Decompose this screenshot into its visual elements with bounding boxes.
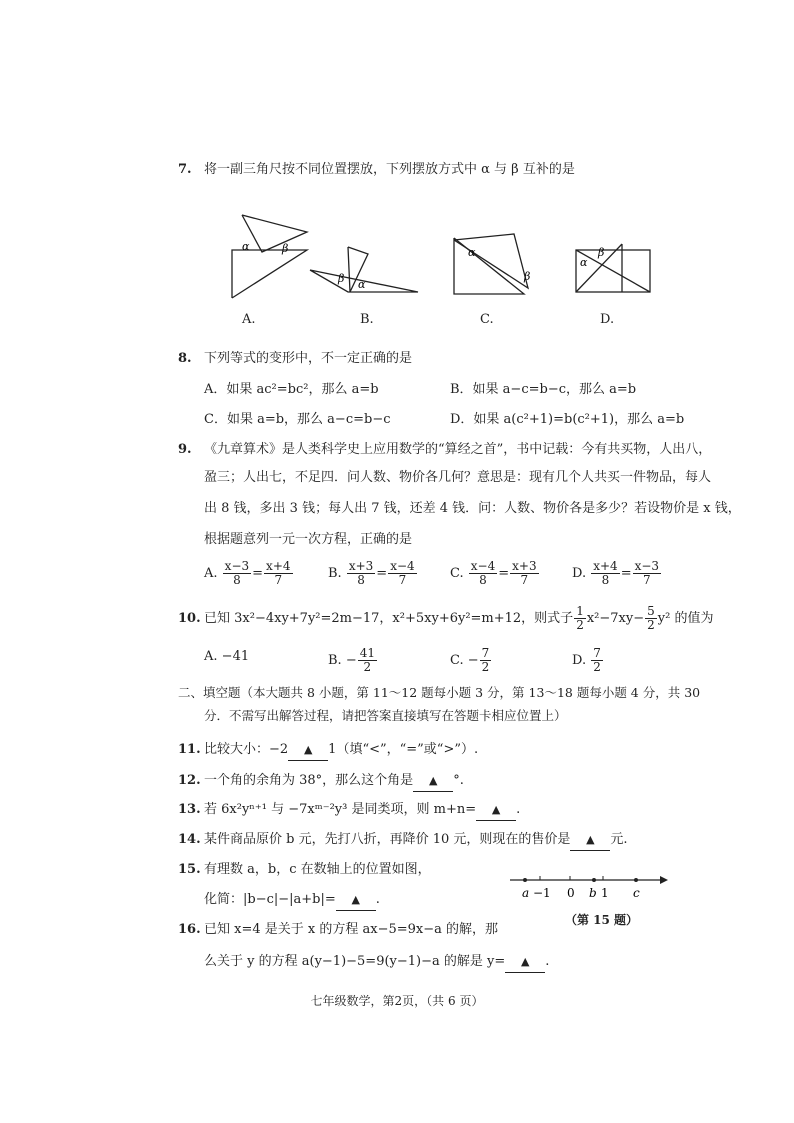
option-letter: A. bbox=[204, 649, 218, 664]
option-letter: C. bbox=[450, 653, 464, 668]
answer-blank[interactable]: ▲ bbox=[570, 830, 610, 851]
question-number: 14. bbox=[178, 832, 201, 847]
number-line bbox=[508, 870, 670, 904]
question-14 bbox=[178, 830, 678, 851]
question-number: 8. bbox=[178, 351, 192, 366]
option-letter: B. bbox=[328, 653, 342, 668]
denominator: 8 bbox=[479, 573, 487, 587]
numerator: x+4 bbox=[593, 559, 618, 573]
denominator: 2 bbox=[647, 618, 655, 632]
figure-c-label: C. bbox=[480, 312, 494, 327]
option-d: D. $\frac{x+4}{8}$ = $\frac{x-3}{7}$ bbox=[572, 559, 660, 587]
fraction bbox=[633, 560, 661, 587]
denominator: 2 bbox=[481, 660, 490, 674]
section-heading: 二、填空题（本大题共 8 小题，第 11～12 题每小题 3 分，第 13～18 题每小题 4 分，共 30 bbox=[178, 685, 701, 700]
question-text: y² 的值为 bbox=[657, 611, 714, 626]
question-13 bbox=[178, 800, 678, 821]
option-letter: B. bbox=[328, 566, 342, 581]
figure-b-label: B. bbox=[360, 312, 374, 327]
numerator: 5 bbox=[647, 604, 655, 618]
denominator: 7 bbox=[398, 573, 407, 587]
beta-label: β bbox=[598, 246, 605, 259]
question-text: . bbox=[545, 954, 550, 969]
fraction bbox=[388, 560, 416, 587]
option-b: B. $\frac{x+3}{8}$ = $\frac{x-4}{7}$ bbox=[328, 559, 415, 587]
question-12 bbox=[178, 771, 678, 792]
option-a: A. $\frac{x-3}{8}$ = $\frac{x+4}{7}$ bbox=[204, 559, 291, 587]
denominator: 2 bbox=[593, 660, 601, 674]
question-text-line: 出 8 钱，多出 3 钱；每人出 7 钱，还差 4 钱．问：人数、物价各是多少？若设物价是 x 钱， bbox=[204, 501, 741, 516]
question-text: 若 6x²yⁿ⁺¹ 与 −7xᵐ⁻²y³ 是同类项，则 m+n= bbox=[204, 802, 477, 817]
question-number: 16. bbox=[178, 922, 201, 937]
figure-b bbox=[308, 242, 426, 298]
axis-label-c: c bbox=[633, 886, 640, 900]
option-c bbox=[450, 647, 492, 674]
question-text: . bbox=[516, 802, 521, 817]
question-text-line: 根据题意列一元一次方程，正确的是 bbox=[204, 532, 413, 547]
option-letter: D. bbox=[572, 566, 587, 581]
question-text: 已知 3x²−4xy+7y²=2m−17，x²+5xy+6y²=m+12，则式子 bbox=[204, 611, 574, 626]
axis-label-neg1: −1 bbox=[533, 886, 551, 900]
fraction bbox=[469, 560, 497, 587]
fraction bbox=[591, 647, 603, 674]
fraction bbox=[358, 647, 377, 674]
question-16 bbox=[178, 920, 678, 940]
option-c: C. $\frac{x-4}{8}$ = $\frac{x+3}{7}$ bbox=[450, 559, 537, 587]
section-heading-line2: 分．不需写出解答过程，请把答案直接填写在答题卡相应位置上） bbox=[204, 708, 567, 723]
question-number: 10. bbox=[178, 611, 201, 626]
question-text-line: 《九章算术》是人类科学史上应用数学的“算经之首”，书中记载：今有共买物，人出八， bbox=[204, 442, 712, 457]
option-b: B．如果 a−c=b−c，那么 a=b bbox=[450, 382, 637, 397]
page-footer: 七年级数学，第2页，（共 6 页） bbox=[310, 994, 484, 1008]
question-10 bbox=[178, 604, 714, 632]
denominator: 7 bbox=[520, 573, 529, 587]
question-number: 13. bbox=[178, 802, 201, 817]
denominator: 8 bbox=[601, 573, 610, 587]
denominator: 7 bbox=[643, 573, 651, 587]
axis-label-1: 1 bbox=[601, 886, 609, 900]
beta-label: β bbox=[524, 270, 531, 283]
question-text-line: 盈三；人出七，不足四．问人数、物价各几何？意思是：现有几个人共买一件物品，每人 bbox=[204, 470, 712, 485]
question-text: °. bbox=[453, 773, 464, 788]
question-number: 9. bbox=[178, 442, 192, 457]
option-sign: − bbox=[345, 653, 357, 668]
question-text: 1（填“<”，“=”或“>”）. bbox=[328, 742, 479, 757]
question-text: 下列等式的变形中，不一定正确的是 bbox=[204, 351, 413, 366]
numerator: 7 bbox=[481, 646, 490, 660]
question-9 bbox=[178, 440, 712, 460]
fraction bbox=[347, 560, 375, 587]
question-text: 一个角的余角为 38°，那么这个角是 bbox=[204, 773, 414, 788]
alpha-label: α bbox=[580, 256, 588, 269]
figure-d bbox=[572, 240, 654, 296]
answer-blank[interactable]: ▲ bbox=[476, 800, 516, 821]
alpha-label: α bbox=[468, 246, 476, 259]
question-number: 7. bbox=[178, 162, 192, 177]
axis-label-b: b bbox=[589, 886, 597, 900]
question-number: 11. bbox=[178, 742, 201, 757]
answer-blank[interactable]: ▲ bbox=[288, 740, 328, 761]
fraction bbox=[510, 560, 538, 587]
question-8 bbox=[178, 349, 678, 369]
option-c: C．如果 a=b，那么 a−c=b−c bbox=[204, 412, 391, 427]
answer-blank[interactable]: ▲ bbox=[336, 890, 376, 911]
question-text: 元. bbox=[610, 832, 628, 847]
numerator: 41 bbox=[359, 646, 376, 660]
numerator: x−3 bbox=[224, 559, 250, 573]
question-text: 比较大小：−2 bbox=[204, 742, 289, 757]
numerator: x+3 bbox=[348, 559, 374, 573]
question-15-line2 bbox=[204, 890, 380, 911]
option-a: A．如果 ac²=bc²，那么 a=b bbox=[204, 382, 379, 397]
option-letter: C. bbox=[450, 566, 464, 581]
beta-label: β bbox=[338, 272, 345, 285]
numerator: 7 bbox=[593, 646, 601, 660]
question-text: x²−7xy− bbox=[586, 611, 645, 626]
option-d bbox=[572, 647, 604, 674]
option-value: −41 bbox=[221, 649, 250, 664]
option-b bbox=[328, 647, 378, 674]
fraction bbox=[264, 560, 292, 587]
denominator: 8 bbox=[233, 573, 241, 587]
numerator: x−4 bbox=[390, 559, 415, 573]
alpha-label: α bbox=[242, 240, 250, 253]
question-7 bbox=[178, 160, 678, 180]
numerator: x−4 bbox=[470, 559, 496, 573]
beta-label: β bbox=[282, 242, 289, 255]
question-16-line2 bbox=[204, 952, 549, 973]
question-text: 将一副三角尺按不同位置摆放，下列摆放方式中 α 与 β 互补的是 bbox=[204, 162, 575, 177]
option-d: D．如果 a(c²+1)=b(c²+1)，那么 a=b bbox=[450, 412, 685, 427]
denominator: 2 bbox=[576, 618, 584, 632]
fraction bbox=[480, 647, 492, 674]
figure-caption: （第 15 题） bbox=[565, 913, 639, 927]
numerator: x−3 bbox=[634, 559, 660, 573]
axis-label-a: a bbox=[522, 886, 530, 900]
denominator: 7 bbox=[274, 573, 283, 587]
numerator: x+4 bbox=[266, 559, 291, 573]
fraction bbox=[645, 605, 657, 632]
figure-a bbox=[222, 210, 317, 302]
fraction bbox=[591, 560, 619, 587]
alpha-label: α bbox=[358, 278, 366, 291]
question-number: 15. bbox=[178, 862, 201, 877]
figure-d-label: D. bbox=[600, 312, 615, 327]
answer-blank[interactable]: ▲ bbox=[413, 771, 453, 792]
option-a bbox=[204, 647, 249, 667]
denominator: 8 bbox=[357, 573, 365, 587]
numerator: x+3 bbox=[512, 559, 537, 573]
option-letter: A. bbox=[204, 566, 218, 581]
figure-a-label: A. bbox=[242, 312, 256, 327]
question-text: 有理数 a，b，c 在数轴上的位置如图， bbox=[204, 862, 431, 877]
numerator: 1 bbox=[576, 604, 584, 618]
question-text: 已知 x=4 是关于 x 的方程 ax−5=9x−a 的解，那 bbox=[204, 922, 499, 937]
question-number: 12. bbox=[178, 773, 201, 788]
question-text: . bbox=[375, 892, 380, 907]
axis-label-0: 0 bbox=[567, 886, 575, 900]
question-text: 某件商品原价 b 元，先打八折，再降价 10 元，则现在的售价是 bbox=[204, 832, 571, 847]
denominator: 2 bbox=[363, 660, 372, 674]
question-11 bbox=[178, 740, 678, 761]
figure-c bbox=[448, 228, 536, 298]
question-text: 么关于 y 的方程 a(y−1)−5=9(y−1)−a 的解是 y= bbox=[204, 954, 506, 969]
question-text: 化简：|b−c|−|a+b|= bbox=[204, 892, 336, 907]
answer-blank[interactable]: ▲ bbox=[505, 952, 545, 973]
fraction bbox=[574, 605, 586, 632]
option-sign: − bbox=[467, 653, 479, 668]
fraction bbox=[223, 560, 251, 587]
option-letter: D. bbox=[572, 653, 587, 668]
